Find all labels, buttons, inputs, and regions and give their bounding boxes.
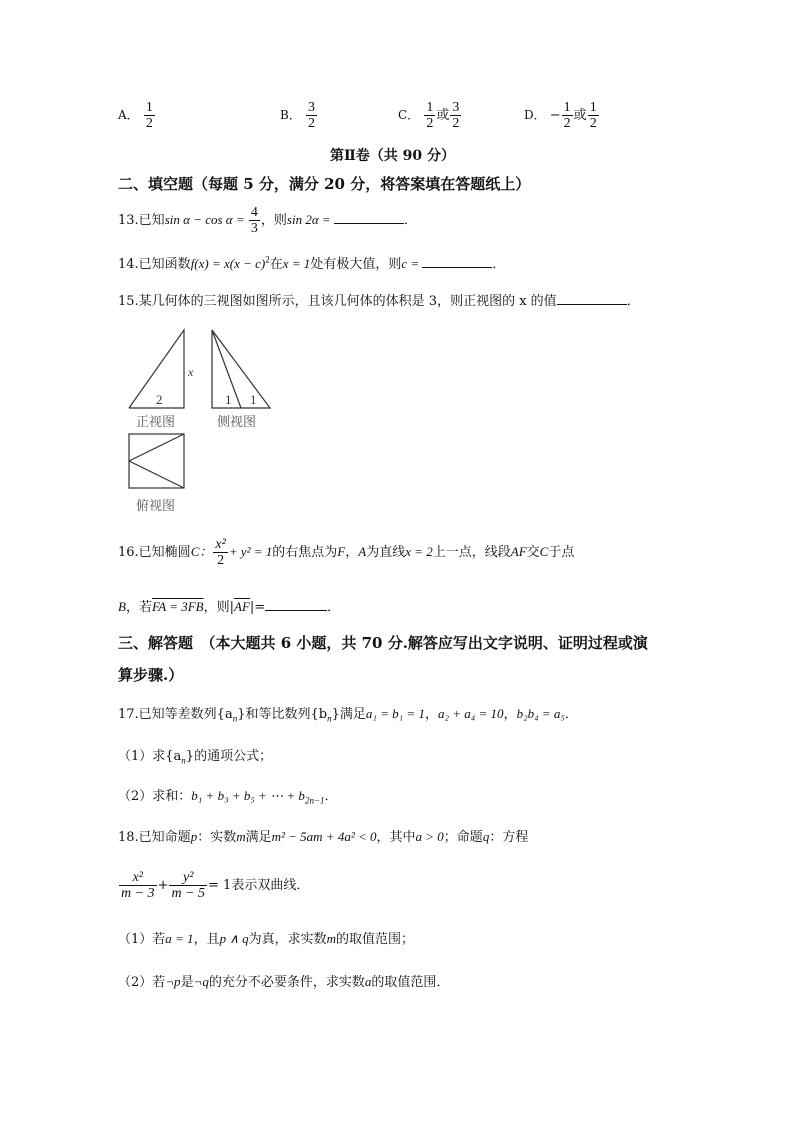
section-2-heading: 二、填空题（每题 5 分，满分 20 分，将答案填在答题纸上） <box>118 175 531 193</box>
answer-blank <box>422 255 492 268</box>
question-18-line-1: 18.已知命题p：实数m满足m² − 5am + 4a² < 0，其中a > 0；命题q：方程 <box>118 829 529 845</box>
option-b: B． $\frac{3}{2}$ <box>280 100 315 131</box>
top-view-diagonal-1 <box>129 434 184 461</box>
side-right-label: 1 <box>250 392 257 407</box>
top-view-label: 俯视图 <box>136 499 176 514</box>
three-view-figure <box>120 324 280 519</box>
answer-blank <box>557 292 627 305</box>
side-view-triangle <box>212 330 270 408</box>
question-16-line-2: B，若FA = 3FB，则$|\overline{AF}|=$ ． <box>118 599 341 615</box>
question-18-part-1: （1）若a = 1，且p ∧ q为真，求实数m的取值范围； <box>118 931 415 947</box>
section-3-heading-line-2: 算步骤.） <box>118 666 184 684</box>
volume-title: 第Ⅱ卷（共 90 分） <box>330 148 456 164</box>
top-view-diagonal-2 <box>129 461 184 488</box>
question-18-equation: $\frac{\text{x²}}{m - 3}$ + $\frac{\text{y²}}{m - 5}$ = 1表示双曲线． <box>121 870 310 901</box>
front-base-label: 2 <box>156 392 163 407</box>
question-13: 13.已知sin α − cos α = $\frac{4}{3}$ ，则sin 2α = ． <box>118 205 417 236</box>
option-a: A． $\frac{1}{2}$ <box>118 100 153 131</box>
answer-blank <box>265 598 327 611</box>
option-a-fraction: $\frac{1}{2}$ <box>145 100 153 131</box>
question-15: 15.某几何体的三视图如图所示，且该几何体的体积是 3，则正视图的 x 的值 ． <box>118 294 640 309</box>
answer-blank <box>334 211 404 224</box>
side-view-label: 侧视图 <box>217 415 257 430</box>
question-17: 17.已知等差数列$\{a_n\}$和等比数列$\{b_n\}$满足a₁ = b₁ = 1，a₂ + a₄ = 10，b₂b₄ = a₅． <box>118 706 578 724</box>
option-d: D． − $\frac{1}{2}$ 或 $\frac{1}{2}$ <box>524 100 597 131</box>
question-17-part-2: （2）求和：b₁ + b₃ + b₅ + ⋯ + $b_{2n-1}$． <box>118 788 338 806</box>
question-17-part-1: （1）求$\{a_n\}$的通项公式； <box>118 749 273 766</box>
front-height-label: x <box>188 365 194 379</box>
side-left-label: 1 <box>225 392 232 407</box>
question-18-part-2: （2）若¬p是¬q的充分不必要条件，求实数a的取值范围． <box>118 974 450 990</box>
section-3-heading-line-1: 三、解答题 （本大题共 6 小题，共 70 分.解答应写出文字说明、证明过程或演 <box>118 634 648 652</box>
question-14: 14.已知函数$f(x) = x(x - c)^2$在x = 1处有极大值，则c = ． <box>118 254 506 272</box>
question-16-line-1: 16.已知椭圆C： $\frac{\text{x²}}{2}$ + y² = 1的右焦点为F，A为直线x = 2上一点，线段AF交C于点 <box>118 537 575 568</box>
option-c: C． $\frac{1}{2}$ 或 $\frac{3}{2}$ <box>398 100 460 131</box>
top-view-square <box>129 434 184 488</box>
option-b-fraction: $\frac{3}{2}$ <box>307 100 315 131</box>
front-view-label: 正视图 <box>136 415 176 430</box>
